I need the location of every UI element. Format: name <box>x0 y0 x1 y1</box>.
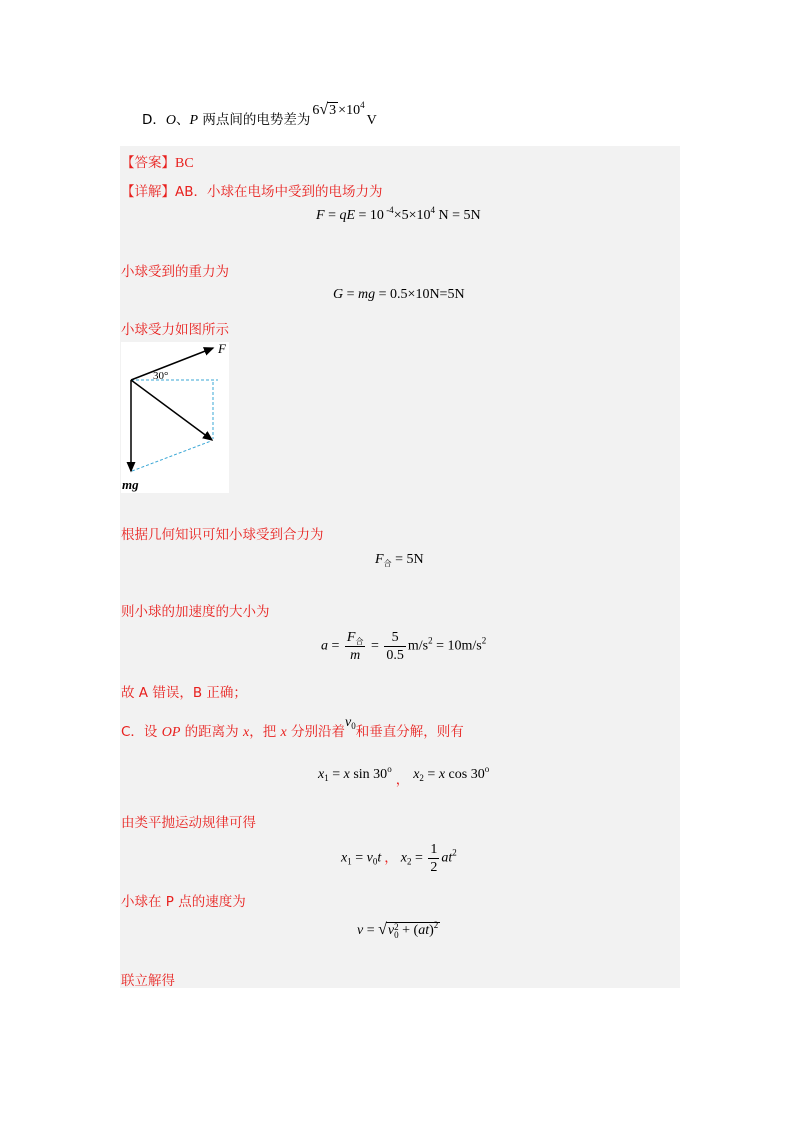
eq7-v0-sub: 0 <box>394 930 399 940</box>
part-c-t3: ，把 <box>249 724 281 740</box>
text-solve: 联立解得 <box>121 973 175 989</box>
part-c-line <box>121 715 464 741</box>
unit-v: V <box>366 113 377 128</box>
text-velocity: 小球在 P 点的速度为 <box>121 894 246 910</box>
part-c-op: OP <box>161 725 181 740</box>
exponent: 4 <box>360 100 365 110</box>
eq6-at: at <box>441 850 453 866</box>
eq6-x1: x <box>341 850 348 866</box>
eq5-x2-sub: 2 <box>419 773 424 783</box>
eq5-deg2: o <box>484 764 490 774</box>
eq1-exp2: 4 <box>430 205 435 215</box>
eq1-rhs: N = 5N <box>434 208 481 223</box>
eq1-mid: ×5×10 <box>393 208 431 223</box>
eq4-frac2 <box>384 630 406 663</box>
eq1-eq: = <box>324 208 340 223</box>
eq4-den2: 0.5 <box>386 648 404 663</box>
text-projectile: 由类平抛运动规律可得 <box>121 815 256 831</box>
eq6-sq: 2 <box>452 847 457 858</box>
part-c-x2: x <box>280 725 287 740</box>
eq4-unit1: m/s <box>407 638 429 654</box>
part-c-v-sub: 0 <box>351 721 356 731</box>
eq7-v: v <box>357 923 364 939</box>
option-d-sep: 、 <box>176 112 190 128</box>
eq7-sqrt-body <box>386 922 440 939</box>
part-c-t1: C．设 <box>121 724 162 740</box>
equation-decomposition <box>318 762 490 788</box>
eq1-exp1: -4 <box>383 205 394 215</box>
eq5-sin: sin 30 <box>349 767 388 782</box>
sqrt-content: 3 <box>329 103 337 118</box>
eq6-t: t <box>377 850 382 866</box>
eq6-x2: x <box>400 850 407 866</box>
text-force-figure: 小球受力如图所示 <box>121 322 229 338</box>
equation-acceleration <box>321 630 486 663</box>
eq6-num: 1 <box>430 842 438 857</box>
label-f: F <box>218 341 226 356</box>
text-conclusion: 故 A 错误，B 正确； <box>121 685 247 701</box>
eq5-cos: cos 30 <box>445 767 485 782</box>
eq5-deg1: o <box>387 764 392 774</box>
eq4-num2: 5 <box>384 630 406 647</box>
eq7-radical-icon: √ <box>378 921 387 939</box>
force-diagram <box>121 342 229 493</box>
resultant-arrow <box>131 380 212 440</box>
part-c-x1: x <box>242 725 250 740</box>
option-d-value <box>312 100 365 118</box>
eq6-v-sub: 0 <box>372 856 378 867</box>
eq3-lhs: F <box>375 552 384 567</box>
coef: 6 <box>312 103 320 118</box>
eq7-at: at <box>418 923 430 939</box>
eq7-close: ) <box>429 923 434 939</box>
eq4-frac1 <box>345 630 366 663</box>
eq7-eq: = <box>363 923 379 939</box>
label-mg: mg <box>122 477 139 492</box>
times-ten: ×10 <box>338 103 361 118</box>
eq1-ten: = 10 <box>355 208 384 223</box>
part-c-t5: 和垂直分解，则有 <box>355 724 464 740</box>
label-angle: 30° <box>153 370 169 382</box>
answer-label: 【答案】 <box>121 155 175 171</box>
text-net-force: 根据几何知识可知小球受到合力为 <box>121 527 324 543</box>
eq4-num1-f: F <box>346 630 356 645</box>
part-c-t4: 分别沿着 <box>286 724 346 740</box>
eq4-den1: m <box>350 648 361 663</box>
eq7-sq: 2 <box>433 920 439 931</box>
force-diagram-svg <box>121 342 229 493</box>
eq1-qe: qE <box>339 208 356 223</box>
force-f-arrow <box>131 348 213 380</box>
option-d <box>142 100 377 129</box>
text-gravity: 小球受到的重力为 <box>121 264 229 280</box>
eq2-eq: = <box>343 287 359 302</box>
eq4-sq1: 2 <box>428 635 433 646</box>
eq5-x2: x <box>413 767 420 782</box>
equation-projectile <box>341 842 457 875</box>
answer-line <box>121 151 194 172</box>
equation-gravity <box>333 287 465 303</box>
detail-label: 【详解】 <box>121 184 175 200</box>
part-c-t2: 的距离为 <box>180 724 243 740</box>
eq7-v0: v <box>387 923 395 939</box>
eq3-sub: 合 <box>383 559 392 568</box>
eq6-x2-sub: 2 <box>406 856 412 867</box>
eq5-e2: = <box>423 767 439 782</box>
eq4-eq: = <box>328 638 343 654</box>
point-p: P <box>189 113 199 128</box>
text-acceleration: 则小球的加速度的大小为 <box>121 604 270 620</box>
option-d-prefix: D． <box>142 112 166 128</box>
eq4-num1-sub: 合 <box>355 637 364 646</box>
sqrt-sign: √ <box>319 101 329 118</box>
eq4-num1 <box>345 630 366 647</box>
option-d-text: 两点间的电势差为 <box>198 112 311 128</box>
detail-line <box>121 180 383 200</box>
eq7-v0-sup: 2 <box>394 922 399 932</box>
eq5-x1-sub: 1 <box>324 773 329 783</box>
eq2-rhs: = 0.5×10N=5N <box>375 287 465 302</box>
eq6-e1: = <box>351 850 367 866</box>
eq6-frac <box>428 842 439 875</box>
part-c-v0 <box>345 715 356 730</box>
equation-electric-force <box>316 205 481 224</box>
eq1-lhs: F <box>316 208 325 223</box>
eq6-e2: = <box>411 850 427 866</box>
eq5-xb: x <box>438 767 446 782</box>
eq5-x: x <box>343 767 350 782</box>
eq6-den: 2 <box>430 860 438 875</box>
part-c-v: v <box>345 715 352 730</box>
eq5-x1: x <box>318 767 325 782</box>
point-o: O <box>165 113 177 128</box>
eq5-comma: ， <box>395 772 410 788</box>
detail-text: AB．小球在电场中受到的电场力为 <box>175 184 383 200</box>
eq3-rhs: = 5N <box>391 552 424 567</box>
answer-value: BC <box>175 156 194 171</box>
eq7-plus: + ( <box>398 923 419 939</box>
eq6-x1-sub: 1 <box>347 856 352 867</box>
dashed-diagonal <box>132 441 211 471</box>
eq6-v: v <box>366 850 373 866</box>
equation-net-force <box>375 552 424 568</box>
eq2-mg: mg <box>358 287 376 302</box>
eq6-comma: ， <box>384 849 398 866</box>
eq2-lhs: G <box>333 287 344 302</box>
equation-velocity <box>357 922 440 939</box>
eq4-mid: = 10m/s <box>432 638 482 654</box>
eq4-eq2: = <box>367 638 383 654</box>
eq4-lhs: a <box>321 638 328 654</box>
eq5-e1: = <box>328 767 344 782</box>
eq4-sq2: 2 <box>481 635 487 646</box>
